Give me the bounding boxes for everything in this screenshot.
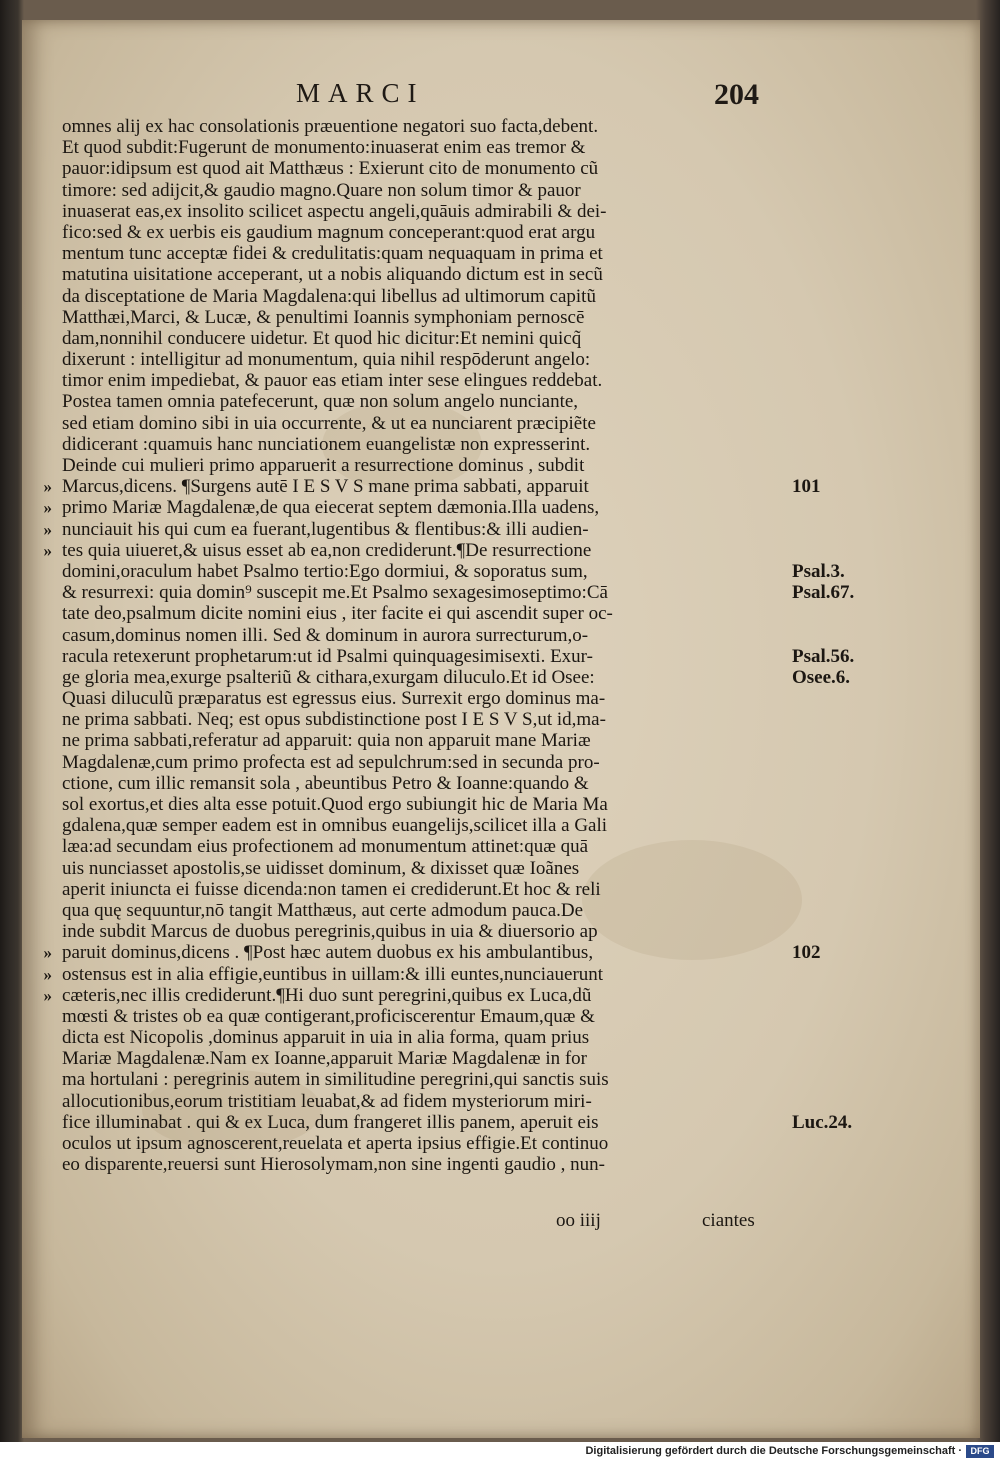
line-text: dixerunt : intelligitur ad monumentum, quia nihil respōderunt angelo: [62,349,591,371]
quotation-marker: » [43,540,52,560]
text-line [62,370,822,391]
text-line [43,984,822,1006]
line-text: omnes alij ex hac consolationis præuentione negatori suo facta,debent. [62,116,599,137]
text-line [62,666,851,688]
text-line [62,879,822,900]
line-text: domini,oraculum habet Psalmo tertio:Ego dormiui, & soporatus sum, [62,560,588,582]
text-line [62,307,822,328]
text-line [62,709,822,730]
text-line [62,900,822,921]
line-text: læa:ad secundam eius profectionem ad monumentum attinet:quæ quā [62,836,589,858]
text-line [43,942,822,964]
text-line [62,349,822,370]
line-text: Marcus,dicens. ¶Surgens autē I E S V S mane prima sabbati, apparuit [62,476,589,498]
margin-note: 101 [792,476,821,498]
line-text: mentum tunc acceptæ fidei & credulitatis:quam nequaquam in prima et [62,243,603,265]
line-text: timore: sed adijcit,& gaudio magno.Quare non solum timor & pauor [62,179,581,201]
line-text: mœsti & tristes ob ea quæ contigerant,proficiscerentur Emaum,quæ & [62,1005,595,1027]
line-text: didicerant :quamuis hanc nunciationem euangelistæ non expresserint. [62,433,591,455]
text-line [62,413,822,434]
line-text: ge gloria mea,exurge psalteriũ & cithara,exurgam diluculo.Et id Osee: [62,666,595,688]
text-line [62,180,822,201]
line-text: aperit iniuncta ei fuisse dicenda:non tamen ei crediderunt.Et hoc & reli [62,878,601,900]
text-line [62,328,822,349]
margin-note: Psal.3. [792,560,845,582]
text-line [62,921,822,942]
margin-note: Luc.24. [792,1111,853,1133]
text-line [62,560,845,582]
text-line [62,582,855,604]
line-text: Magdalenæ,cum primo profecta est ad sepulchrum:sed in secunda pro- [62,751,600,773]
line-text: fice illuminabat . qui & ex Luca, dum frangeret illis panem, aperuit eis [62,1111,599,1133]
catchword: ciantes [702,1210,755,1231]
text-line [62,1069,822,1090]
line-text: sol exortus,et dies alta esse potuit.Quod ergo subiungit hic de Maria Ma [62,794,608,815]
quotation-marker: » [43,964,52,984]
line-text: Quasi diluculũ præparatus est egressus eius. Surrexit ergo dominus ma- [62,688,606,710]
text-line [62,1154,822,1175]
line-text: ne prima sabbati. Neq; est opus subdistinctione post I E S V S,ut id,ma- [62,709,606,731]
text-line [62,434,822,455]
text-line [62,1133,822,1154]
line-text: ostensus est in alia effigie,euntibus in uillam:& illi euntes,nunciauerunt [62,963,604,985]
text-line [62,603,822,624]
line-text: qua quę sequuntur,nō tangit Matthæus, aut certe admodum pauca.De [62,899,584,921]
line-text: pauor:idipsum est quod ait Matthæus : Exierunt cito de monumento cũ [62,158,599,180]
line-text: Matthæi,Marci, & Lucæ, & penultimi Ioannis symphoniam pernoscē [62,306,585,328]
line-text: allocutionibus,eorum tristitiam leuabat,& ad fidem mysteriorum miri- [62,1090,592,1112]
quotation-marker: » [43,943,52,963]
line-text: gdalena,quæ semper eadem est in omnibus euangelijs,scilicet illa a Gali [62,815,608,837]
line-text: cæteris,nec illis crediderunt.¶Hi duo sunt peregrini,quibus ex Luca,dũ [62,984,592,1006]
margin-note: Psal.67. [792,582,855,604]
credit-text: Digitalisierung gefördert durch die Deutsche Forschungsgemeinschaft · [585,1445,962,1457]
credit-bar [0,1442,1000,1462]
text-line [62,773,822,794]
line-text: inde subdit Marcus de duobus peregrinis,quibus in uia & diuersorio ap [62,921,598,943]
line-text: inuaserat eas,ex insolito scilicet aspectu angeli,quāuis admirabili & dei- [62,200,607,222]
text-line [62,752,822,773]
margin-note: Psal.56. [792,645,855,667]
text-line [62,730,822,751]
text-line [62,243,822,264]
text-line [62,815,822,836]
text-line [62,836,822,857]
quotation-marker: » [43,519,52,539]
margin-note: 102 [792,942,821,964]
quotation-marker: » [43,477,52,497]
line-text: Et quod subdit:Fugerunt de monumento:inuaserat enim eas tremor & [62,137,586,159]
line-text: sed etiam domino sibi in uia occurrente, & ut ea nunciarent præcipiẽte [62,412,596,434]
line-text: timor enim impediebat, & pauor eas etiam inter sese elingues reddebat. [62,370,603,392]
page-footer [22,1210,980,1238]
line-text: uis nunciasset apostolis,se uidisset dominum, & dixisset quæ Ioãnes [62,857,580,879]
text-line [43,539,822,561]
text-line [62,625,822,646]
page-number: 204 [714,78,759,111]
line-text: Deinde cui mulieri primo apparuerit a resurrectione dominus , subdit [62,455,585,476]
line-text: primo Mariæ Magdalenæ,de qua eiecerat septem dæmonia.Illa uadens, [62,497,600,519]
text-line [62,794,822,815]
text-line [62,1048,822,1069]
text-line [62,1111,853,1133]
line-text: ne prima sabbati,referatur ad apparuit: quia non apparuit mane Mariæ [62,730,591,752]
running-head: MARCI [296,78,425,108]
line-text: oculos ut ipsum agnoscerent,reuelata et aperta ipsius effigie.Et continuo [62,1133,609,1154]
line-text: fico:sed & ex uerbis eis gaudium magnum conceperant:quod erat argu [62,221,596,243]
line-text: ctione, cum illic remansit sola , abeuntibus Petro & Ioanne:quando & [62,772,589,794]
signature-mark: oo iiij [556,1210,601,1231]
line-text: & resurrexi: quia domin⁹ suscepit me.Et Psalmo sexagesimoseptimo:Cā [62,582,608,604]
text-line [62,1091,822,1112]
line-text: Mariæ Magdalenæ.Nam ex Ioanne,apparuit Mariæ Magdalenæ in for [62,1048,587,1070]
dfg-logo: DFG [966,1445,994,1458]
line-text: paruit dominus,dicens . ¶Post hæc autem duobus ex his ambulantibus, [62,942,594,964]
text-line [43,518,822,540]
line-text: eo disparente,reuersi sunt Hierosolymam,non sine ingenti gaudio , nun- [62,1154,605,1176]
text-line [43,476,822,498]
line-text: nunciauit his qui cum ea fuerant,lugentibus & flentibus:& illi audien- [62,518,589,540]
text-line [62,391,822,412]
text-line [62,858,822,879]
line-text: Postea tamen omnia patefecerunt, quæ non solum angelo nunciante, [62,391,579,413]
text-line [62,688,822,709]
text-line [62,116,822,137]
line-text: casum,dominus nomen illi. Sed & dominum in aurora surrecturum,o- [62,624,589,646]
text-line [62,264,822,285]
text-line [62,286,822,307]
line-text: dam,nonnihil conducere uidetur. Et quod hic dicitur:Et nemini quicq̃ [62,327,582,349]
text-line [43,497,822,519]
margin-note: Osee.6. [792,666,851,688]
text-line [62,455,822,476]
text-line [62,1027,822,1048]
text-line [62,158,822,179]
quotation-marker: » [43,498,52,518]
page-header [22,78,980,114]
text-line [62,1006,822,1027]
line-text: racula retexerunt prophetarum:ut id Psalmi quinquagesimisexti. Exur- [62,645,593,667]
line-text: tate deo,psalmum dicite nomini eius , iter facite ei qui ascendit super oc- [62,603,613,625]
text-line [43,963,822,985]
line-text: dicta est Nicopolis ,dominus apparuit in uia in alia forma, quam prius [62,1027,590,1049]
line-text: matutina uisitatione acceperant, ut a nobis aliquando dictum est in secũ [62,264,603,286]
line-text: tes quia uiueret,& uisus esset ab ea,non crediderunt.¶De resurrectione [62,539,592,561]
body-text [43,116,855,1176]
text-line [62,645,855,667]
quotation-marker: » [43,985,52,1005]
line-text: ma hortulani : peregrinis autem in similitudine peregrini,qui sanctis suis [62,1069,609,1091]
line-text: da disceptatione de Maria Magdalena:qui libellus ad ultimorum capitũ [62,285,596,307]
text-line [62,222,822,243]
text-line [62,201,822,222]
text-line [62,137,822,158]
book-page [22,20,980,1438]
